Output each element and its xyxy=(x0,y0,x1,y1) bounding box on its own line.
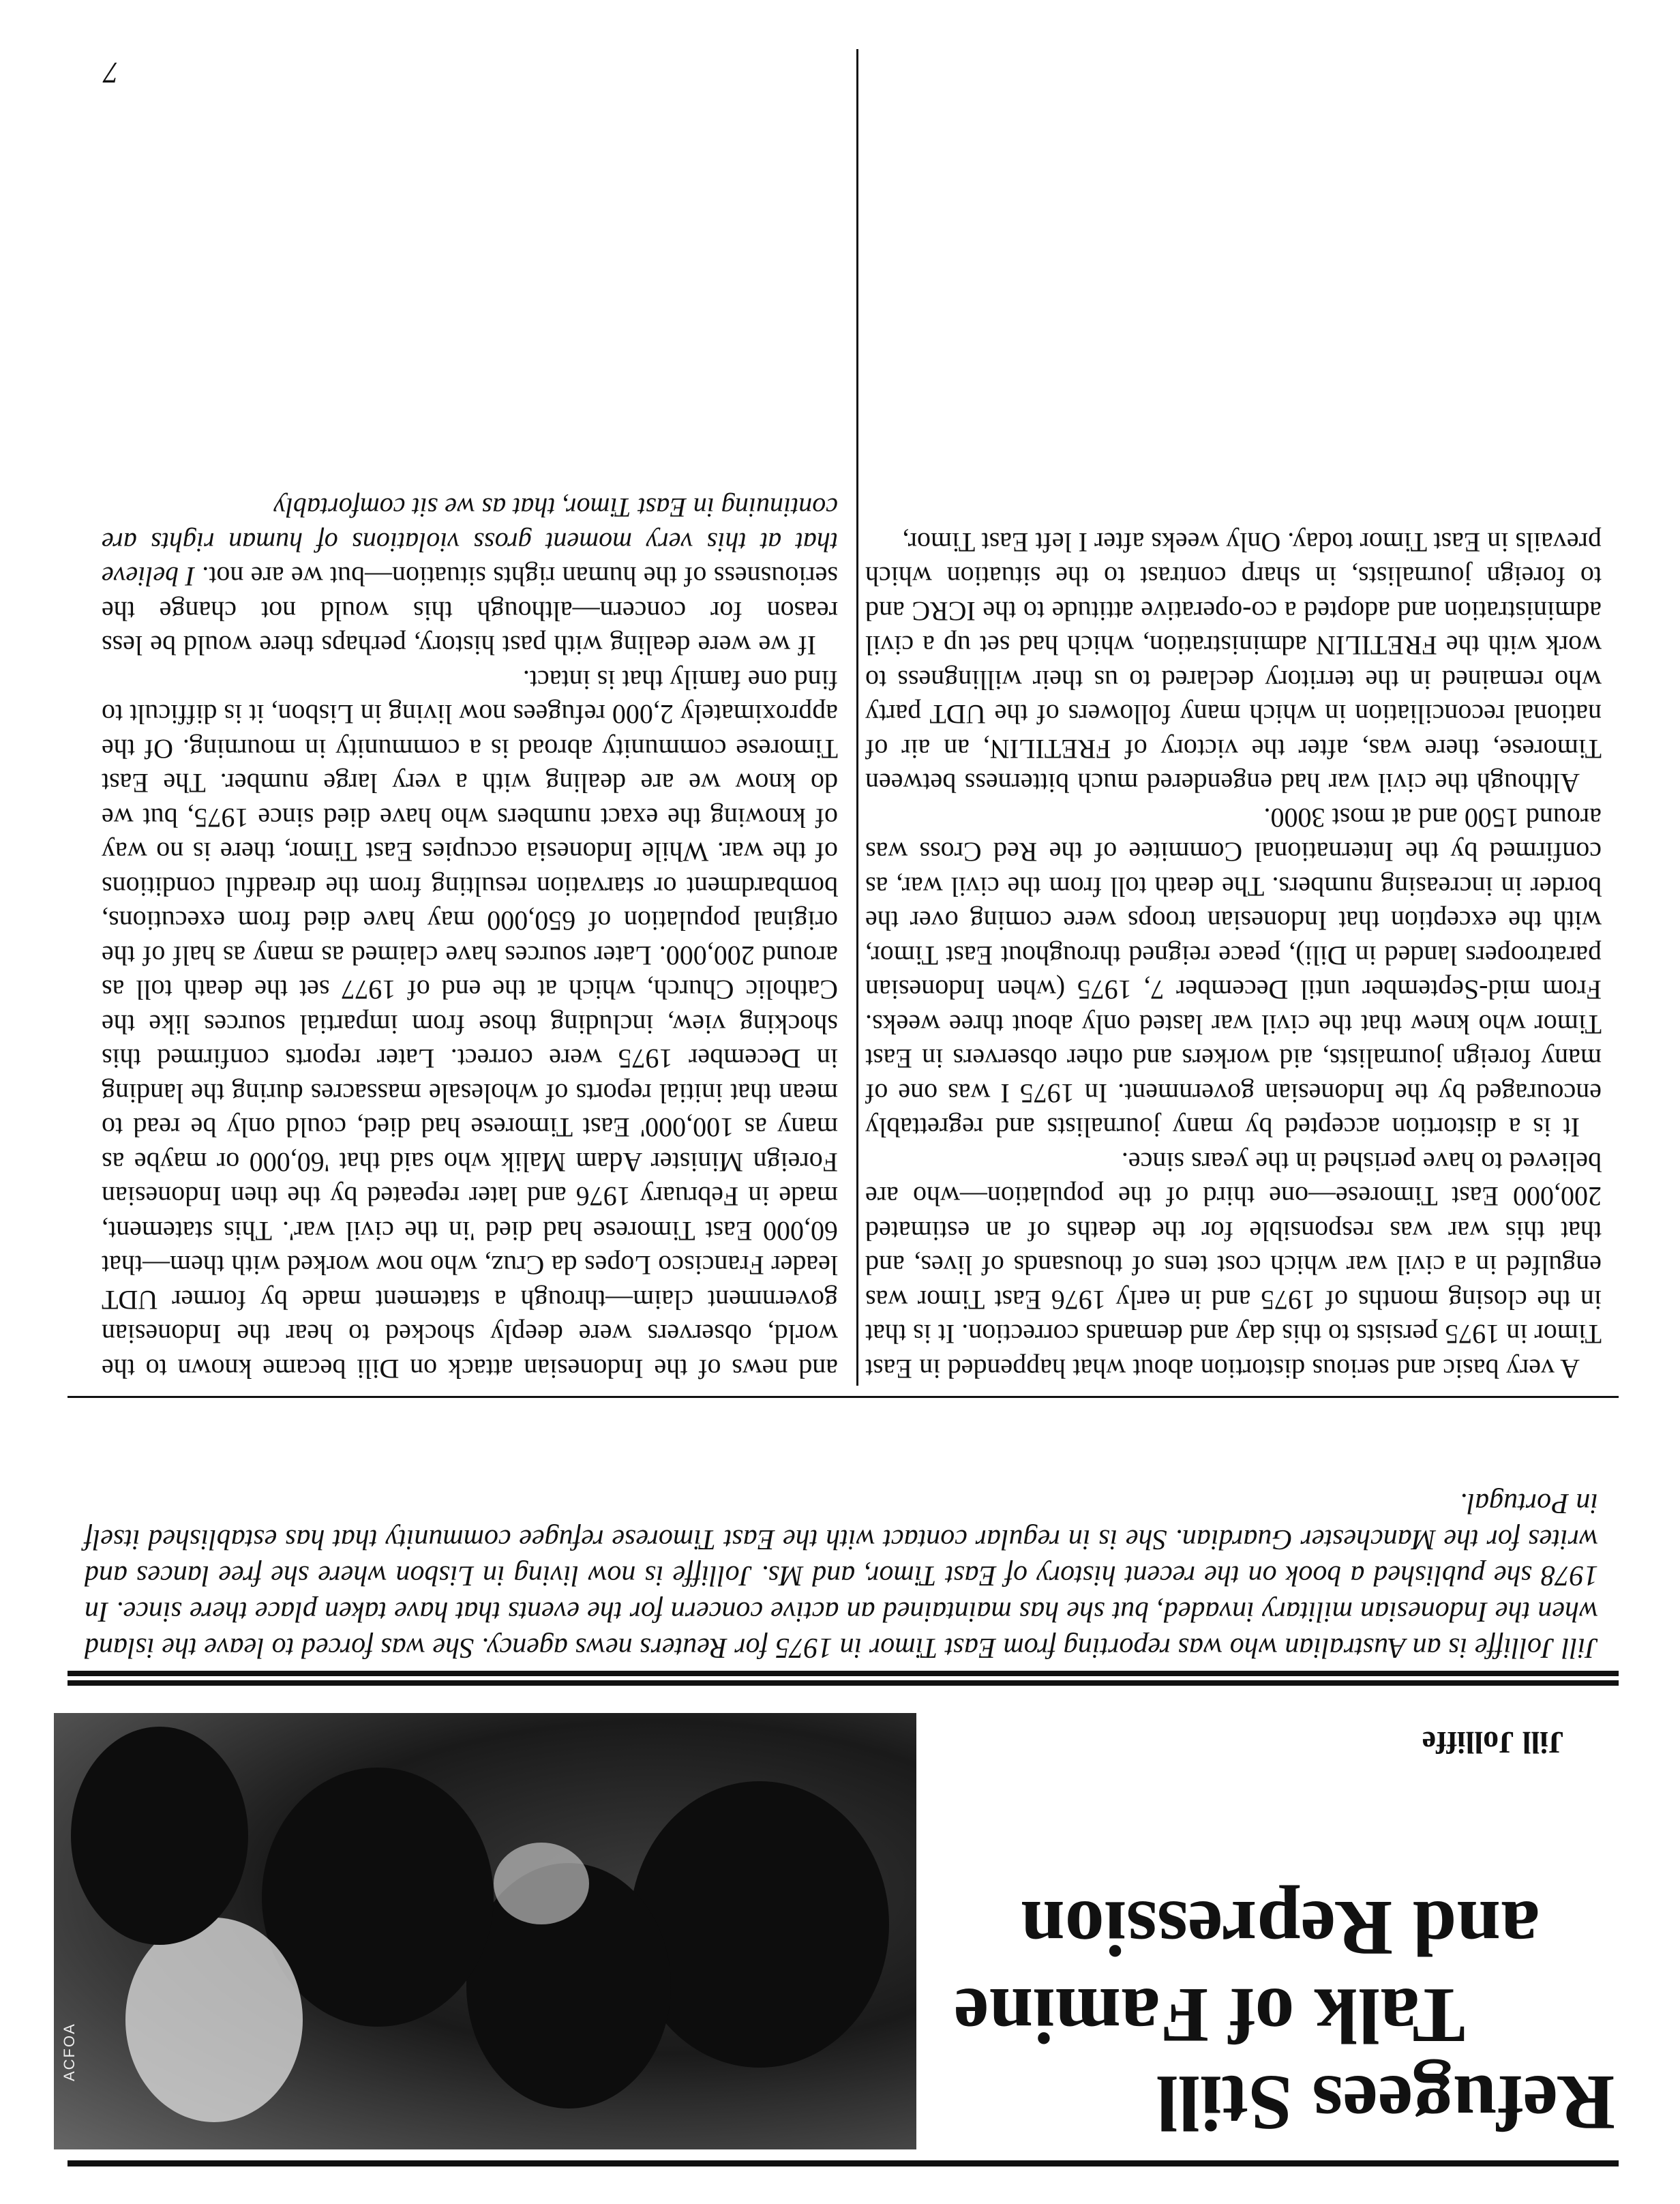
page-number: 7 xyxy=(104,56,119,89)
article-column-1 xyxy=(865,525,1602,1386)
article-headline xyxy=(879,1884,1615,2146)
column-2-text: If we were dealing with past history, perhaps there would be less reason for concern—although this would not change the seriousness of the human rights situation—but we are not. xyxy=(102,561,838,661)
author-byline: Jill Jolliffe xyxy=(1422,1725,1564,1760)
column-1-paragraph: Although the civil war had engendered much bitterness between Timorese, there was, after the victory of FRETILIN, an air of national reconciliation in which many followers of the UDT party who remained in the territory declared to us their willingness to work with the FRETILIN administration, which had set up a civil administration and adopted a co-operative attitude to the ICRC and to foreign journalists, in sharp contrast to the situation which prevails in East Timor today. Only weeks after I left East Timor, xyxy=(865,527,1602,799)
double-rule-upper xyxy=(68,1680,1619,1686)
column-2-paragraph: and news of the Indonesian attack on Dili became known to the world, observers were deeply shocked to hear the Indonesian government claim—through a statement made by former UDT leader Francisco Lopes da Cruz, who now worked with them—that 60,000 East Timorese had died 'in the civil war'. This statement, made in February 1976 and later repeated by the then Indonesian Foreign Minister Adam Malik who said that '60,000 or maybe as many as 100,000' East Timorese had died, could only be read to mean that initial reports of wholesale massacres during the landing in December 1975 were correct. Later reports confirmed this shocking view, including those from impartial sources like the Catholic Church, which at the end of 1977 set the death toll as around 200,000. Later sources have claimed as many as half of the original population of 650,000 may have died from executions, bombardment or starvation resulting from the dreadful conditions of the war. While Indonesia occupies East Timor, there is no way of knowing the exact numbers who have died since 1975, but we do know we are dealing with a very large number. The East Timorese community abroad is a community in mourning. Of the approximately 2,000 refugees now living in Lisbon, it is difficult to find one family that is intact. xyxy=(102,665,838,1384)
intro-rule xyxy=(68,1396,1619,1398)
refugees-photo xyxy=(54,1713,916,2149)
headline-line-2: Talk of Famine xyxy=(954,1971,1465,2059)
author-intro: Jill Jolliffe is an Australian who was reporting from East Timor in 1975 for Reuters news agency. She was forced to leave the island when the Indonesian military invaded, but she has maintained an active concern for the events that have taken place there since. In 1978 she published a book on the recent history of East Timor, and Ms. Jolliffe is now living in Lisbon where she free lances and writes for the Manchester Guardian. She is in regular contact with the East Timorese refugee community that has established itself in Portugal. xyxy=(85,1487,1598,1663)
photo-credit: ACFOA xyxy=(61,2023,78,2081)
column-2-emphasis: I believe that at this very moment gross violations of human rights are continuing in East Timor, that as we sit comfortably xyxy=(102,492,838,593)
headline-line-1: Refugees Still xyxy=(1156,2059,1615,2146)
column-divider xyxy=(856,49,858,1386)
top-rule xyxy=(68,2160,1619,2166)
column-1-paragraph: It is a distortion accepted by many journalists and regrettably encouraged by the Indonesian government. In 1975 I was one of many foreign journalists, aid workers and other observers in East Timor who knew that the civil war lasted only about three weeks. From mid-September until December 7, 1975 (when Indonesian paratroopers landed in Dili), peace reigned throughout East Timor, with the exception that Indonesian troops were coming over the border in increasing numbers. The death toll from the civil war, as confirmed by the International Commitee of the Red Cross was around 1500 and at most 3000. xyxy=(865,803,1602,1144)
headline-line-3: and Repression xyxy=(1021,1884,1540,1971)
double-rule-lower xyxy=(68,1671,1619,1676)
column-1-paragraph: A very basic and serious distortion about what happended in East Timor in 1975 persists to this day and demands correction. It is that in the closing months of 1975 and in early 1976 East Timor was engulfed in a civil war which cost tens of thousands of lives, and that this war was responsible for the deaths of an estimated 200,000 East Timorese—one third of the population—who are believed to have perished in the years since. xyxy=(865,1147,1602,1384)
article-column-2 xyxy=(102,490,838,1386)
column-2-paragraph xyxy=(102,490,838,663)
